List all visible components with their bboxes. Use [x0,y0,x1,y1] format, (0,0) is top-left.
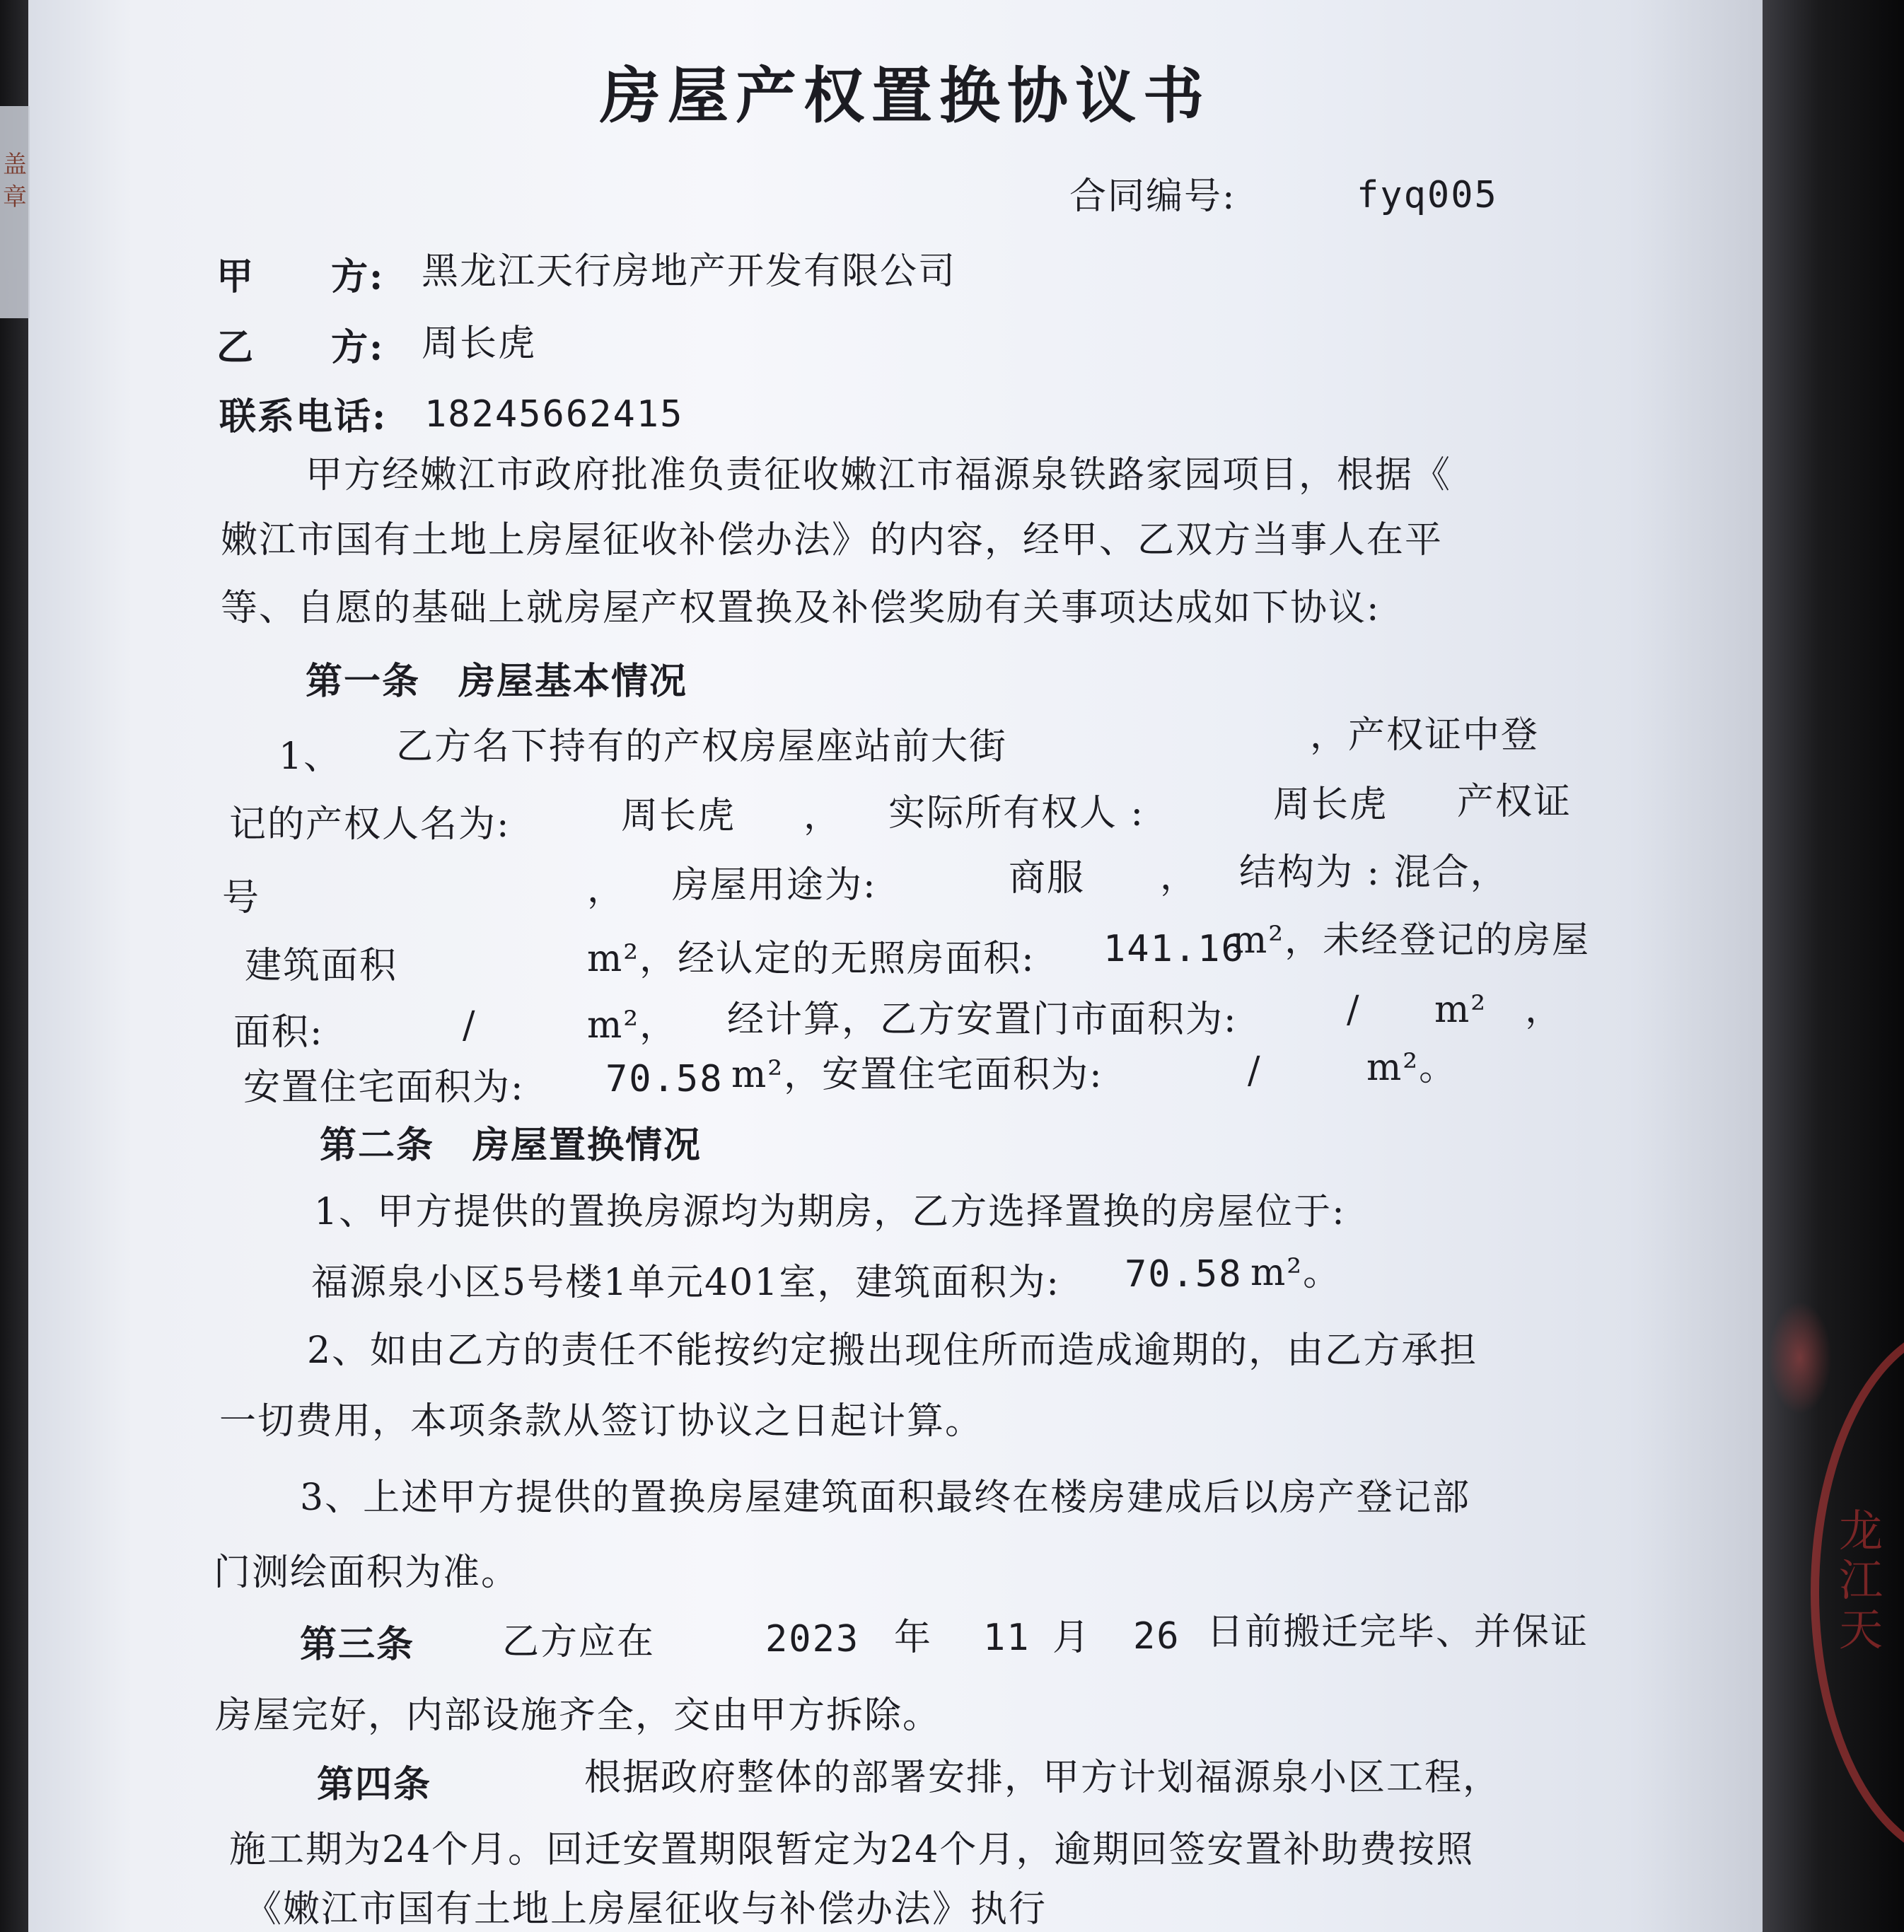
art1-line-1-tail: ，产权证中登 [1310,714,1540,757]
residential-area-label-2: m²，安置住宅面积为: [731,1054,1103,1096]
unit: m²。 [1250,1252,1342,1294]
certificate-number-label: 号 [222,877,261,919]
party-a-name: 黑龙江天行房地产开发有限公司 [422,250,957,293]
building-area-label: 建筑面积 [245,945,398,987]
art3-text: 乙方应在 [502,1621,656,1663]
residential-area-label: 安置住宅面积为: [243,1066,525,1109]
unlicensed-area-value: 141.16 [1103,928,1245,970]
certificate-label: 产权证 [1457,781,1572,823]
article-1-heading: 第一条 房屋基本情况 [306,660,688,703]
area-label: 面积: [233,1011,324,1054]
comma: ， [1160,856,1199,898]
usage-label: 房屋用途为: [672,864,877,907]
residential-area-value: 70.58 [605,1058,724,1100]
art2-item-2: 2、如由乙方的责任不能按约定搬出现住所而造成逾期的，由乙方承担 [307,1329,1478,1372]
unlicensed-area-label: m²，经认定的无照房面积: [587,938,1035,980]
art3-line-2: 房屋完好，内部设施齐全，交由甲方拆除。 [215,1694,941,1737]
relocation-month: 11 [983,1617,1031,1659]
actual-owner: 周长虎 [1273,784,1388,826]
contract-no: fyq005 [1357,174,1498,216]
structure-text: 结构为 : 混合， [1239,851,1509,894]
year-unit: 年 [894,1617,933,1659]
art2-item-1-location: 福源泉小区5号楼1单元401室，建筑面积为: [311,1262,1060,1304]
article-3-heading: 第三条 [300,1623,415,1666]
comma: ， [587,868,626,911]
unit: m²， [587,1004,678,1047]
seal-smudge [1768,1301,1832,1414]
intro-line-2: 嫩江市国有土地上房屋征收补偿办法》的内容，经甲、乙双方当事人在平 [221,519,1444,561]
art4-line-2: 施工期为24个月。回迁安置期限暂定为24个月，逾期回签安置补助费按照 [229,1829,1475,1871]
underlying-page-stub [0,106,30,318]
unit: m²。 [1366,1047,1458,1089]
shop-area-value: / [1347,989,1361,1031]
art2-item-2-cont: 一切费用，本项条款从签订协议之日起计算。 [219,1400,984,1443]
seal-text: 龙江天 [1839,1505,1883,1655]
art3-text-tail: 日前搬迁完毕、并保证 [1207,1611,1589,1653]
art2-item-1: 1、甲方提供的置换房源均为期房，乙方选择置换的房屋位于: [314,1191,1346,1233]
art1-item-number: 1、 [279,735,342,778]
registered-owner: 周长虎 [621,795,736,837]
shop-area-label: 经计算，乙方安置门市面积为: [727,999,1238,1041]
phone-number: 18245662415 [424,393,684,436]
art2-item-3: 3、上述甲方提供的置换房屋建筑面积最终在楼房建成后以房产登记部 [300,1477,1471,1519]
relocation-day: 26 [1133,1615,1180,1658]
art1-line-1: 乙方名下持有的产权房屋座站前大街 [396,726,1008,768]
unregistered-area-label: m²，未经登记的房屋 [1232,919,1591,962]
article-4-heading: 第四条 [317,1763,432,1806]
party-a-label: 甲 方: [216,255,385,298]
relocation-year: 2023 [765,1618,860,1660]
intro-line-3: 等、自愿的基础上就房屋产权置换及补偿奖励有关事项达成如下协议: [221,587,1381,629]
article-2-heading: 第二条 房屋置换情况 [320,1124,702,1167]
art2-item-3-cont: 门测绘面积为准。 [214,1552,520,1594]
edge-text: 盖章 [3,151,27,211]
intro-line-1: 甲方经嫩江市政府批准负责征收嫩江市福源泉铁路家园项目，根据《 [306,454,1452,496]
party-b-label: 乙 方: [216,326,385,369]
unregistered-area-value: / [463,1004,477,1047]
page-title: 房屋产权置换协议书 [600,60,1211,132]
art4-line-3: 《嫩江市国有土地上房屋征收与补偿办法》执行 [245,1888,1047,1931]
replacement-area-value: 70.58 [1125,1253,1243,1296]
registered-owner-label: 记的产权人名为: [229,803,511,846]
contract-no-label: 合同编号: [1069,175,1236,218]
art4-text: 根据政府整体的部署安排，甲方计划福源泉小区工程， [584,1757,1502,1799]
comma: ， [803,795,842,837]
usage-value: 商服 [1009,857,1086,900]
phone-label: 联系电话: [219,395,388,438]
month-unit: 月 [1052,1617,1091,1659]
party-b-name: 周长虎 [422,322,537,365]
unit: m² ， [1434,989,1564,1031]
residential-area-value-2: / [1248,1049,1262,1092]
actual-owner-label: 实际所有权人 : [888,792,1145,834]
